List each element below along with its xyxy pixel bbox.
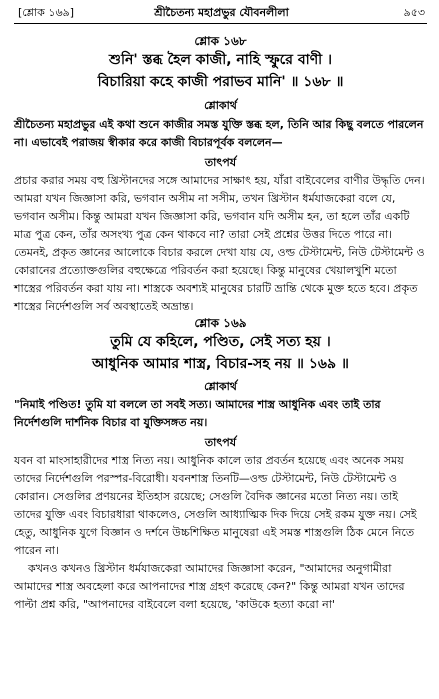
verse-169-translation-text: "নিমাই পণ্ডিত! তুমি যা বললে তা সবই সত্য। আমাদের শাস্ত্র আধুনিক এবং তাই তার নির্দেশগুলি দার্শনিক বিচার বা যুক্তিসঙ্গত নয়। <box>14 398 381 429</box>
header-divider <box>14 23 427 24</box>
verse-169-line-1: তুমি যে কহিলে, পণ্ডিত, সেই সত্য হয় । <box>110 334 331 350</box>
verse-169-purport-heading: তাৎপর্য <box>204 436 237 449</box>
verse-169-purport-paragraph-2: কখনও কখনও খ্রিস্টান ধর্মযাজকেরা আমাদের জিজ্ঞাসা করেন, "আমাদের অনুগামীরা আমাদের শাস্ত্র অবহেলা করে আপনাদের শাস্ত্র গ্রহণ করেছে কেন?" কিন্তু আমরা যখন তাদের পাল্টা প্রশ্ন করি, "আপনাদের বাইবেলে বলা হয়েছে, 'কাউকে হত্যা করো না' <box>14 562 405 611</box>
verse-169-purport-paragraph-1: যবন বা মাংসাহারীদের শাস্ত্র নিত্য নয়। আধুনিক কালে তার প্রবর্তন হয়েছে এবং অনেক সময় তাদের নির্দেশগুলি পরস্পর-বিরোধী। যবনশাস্ত্র তিনটি—ওল্ড টেস্টামেন্ট, নিউ টেস্টামেন্ট ও কোরান। সেগুলির প্রণয়নের ইতিহাস রয়েছে; সেগুলি বৈদিক জ্ঞানের মতো নিত্য নয়। তাই তাদের যুক্তি এবং বিচারধারা থাকলেও, সেগুলি আধ্যাত্মিক দিক দিয়ে সেই রকম যুক্ত নয়। সেই হেতু, আধুনিক যুগে বিজ্ঞান ও দর্শনে উচ্চশিক্ষিত মানুষেরা এই সমস্ত শাস্ত্রগুলি ঠিক মেনে নিতে পারেন না। <box>14 454 417 557</box>
page-header <box>18 4 425 22</box>
verse-169-purport <box>14 452 427 614</box>
verse-168-line-1: শুনি' স্তব্ধ হৈল কাজী, নাহি স্ফুরে বাণী । <box>108 52 333 68</box>
verse-169-line-2: আধুনিক আমার শাস্ত্র, বিচার-সহ নয় ॥ ১৬৯ ॥ <box>92 356 349 372</box>
verse-169-translation <box>14 396 427 432</box>
header-chapter-title: শ্রীচৈতন্য মহাপ্রভুর যৌবনলীলা <box>154 6 289 19</box>
verse-168-title: শ্লোক ১৬৮ <box>194 34 247 48</box>
verse-168-purport-heading: তাৎপর্য <box>204 156 237 169</box>
verse-168-line-2: বিচারিয়া কহে কাজী পরাভব মানি' ॥ ১৬৮ ॥ <box>97 74 344 90</box>
header-verse-ref: [শ্লোক ১৬৯] <box>18 6 75 19</box>
verse-168-translation <box>14 116 427 152</box>
verse-168-translation-heading: শ্লোকার্থ <box>204 99 237 112</box>
verse-168-translation-text: শ্রীচৈতন্য মহাপ্রভুর এই কথা শুনে কাজীর সমস্ত যুক্তি স্তব্ধ হল, তিনি আর কিছু বলতে পারলেন না। এভাবেই পরাজয় স্বীকার করে কাজী বিচারপূর্বক বললেন— <box>14 118 424 149</box>
verse-169-title: শ্লোক ১৬৯ <box>194 316 247 330</box>
verse-169-translation-heading: শ্লোকার্থ <box>204 380 237 393</box>
verse-168-purport <box>14 172 427 316</box>
header-page-number: ৯৫৩ <box>403 6 425 19</box>
verse-168-purport-text: প্রচার করার সময় বহু খ্রিস্টানদের সঙ্গে আমাদের সাক্ষাৎ হয়, যাঁরা বাইবেলের বাণীর উদ্ধৃতি দেন। আমরা যখন জিজ্ঞাসা করি, ভগবান অসীম না সসীম, তখন খ্রিস্টান ধর্মযাজকেরা বলে যে, ভগবান অসীম। কিন্তু আমরা যখন জিজ্ঞাসা করি, ভগবান যদি অসীম হন, তা হলে তাঁর একটি মাত্র পুত্র কেন, তাঁর অসংখ্য পুত্র কেন থাকবে না? তারা সেই প্রশ্নের উত্তর দিতে পারে না। তেমনই, প্রকৃত জ্ঞানের আলোকে বিচার করলে দেখা যায় যে, ওল্ড টেস্টামেন্ট, নিউ টেস্টামেন্ট ও কোরানের প্রত্যোক্তগুলির বহুক্ষেত্রে পরিবর্তন করা হয়েছে। কিন্তু মানুষের খেয়ালখুশি মতো শাস্ত্রের পরিবর্তন করা যায় না। শাস্ত্রকে অবশ্যই মানুষের চারটি ভ্রান্তি থেকে মুক্ত হতে হবে। প্রকৃত শাস্ত্রের নির্দেশগুলি সর্ব অবস্থাতেই অভ্রান্ত। <box>14 174 425 313</box>
